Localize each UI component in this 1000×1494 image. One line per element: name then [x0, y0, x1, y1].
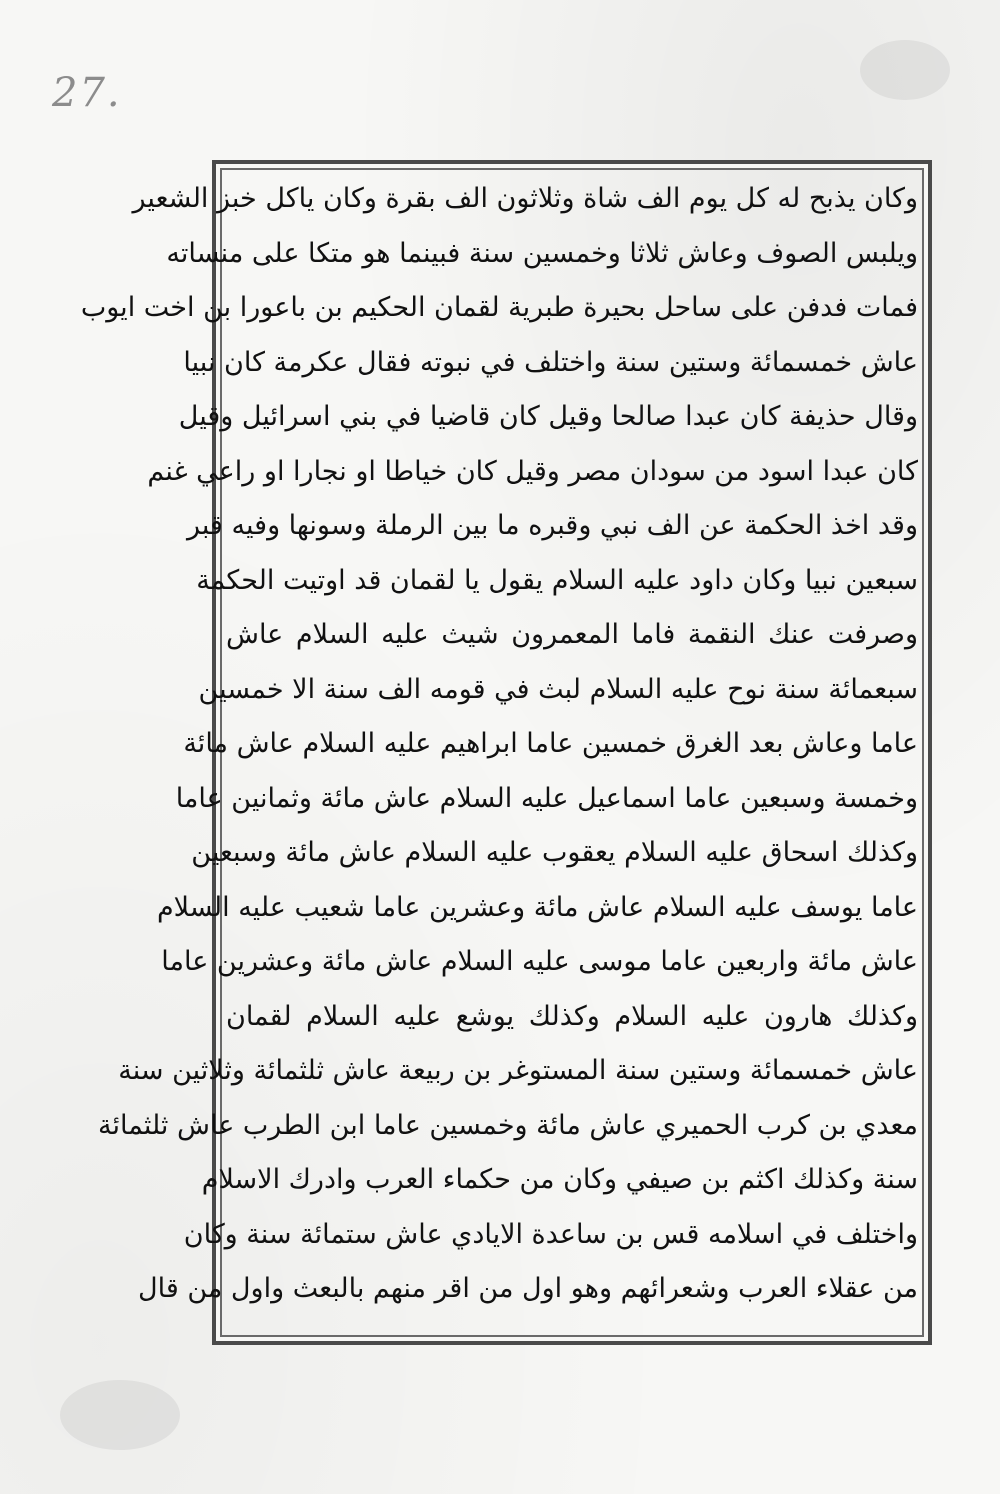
- text-line: من عقلاء العرب وشعرائهم وهو اول من اقر منهم بالبعث واول من قال: [137, 1273, 918, 1304]
- paper-stain: [60, 1380, 180, 1450]
- text-line: سبعمائة سنة نوح عليه السلام لبث في قومه الف سنة الا خمسين: [198, 673, 918, 705]
- manuscript-text-block: [80, 172, 922, 1337]
- text-line: معدي بن كرب الحميري عاش مائة وخمسين عاما ابن الطرب عاش ثلثمائة: [98, 1109, 918, 1141]
- text-line: وكذلك هارون عليه السلام وكذلك يوشع عليه السلام لقمان: [226, 1000, 918, 1032]
- folio-number: 27.: [52, 70, 122, 116]
- text-line: وكذلك اسحاق عليه السلام يعقوب عليه السلام عاش مائة وسبعين: [191, 837, 918, 868]
- text-line: سبعين نبيا وكان داود عليه السلام يقول يا لقمان قد اوتيت الحكمة: [196, 564, 918, 596]
- paper-stain: [860, 40, 950, 100]
- text-line: وخمسة وسبعين عاما اسماعيل عليه السلام عاش مائة وثمانين عاما: [175, 782, 918, 814]
- text-line: عاش خمسمائة وستين سنة واختلف في نبوته فقال عكرمة كان نبيا: [183, 346, 918, 378]
- text-line: عاما وعاش بعد الغرق خمسين عاما ابراهيم عليه السلام عاش مائة: [183, 728, 918, 759]
- text-line: عاش خمسمائة وستين سنة المستوغر بن ربيعة عاش ثلثمائة وثلاثين سنة: [118, 1055, 918, 1086]
- text-line: وكان يذبح له كل يوم الف شاة وثلاثون الف بقرة وكان ياكل خبز الشعير: [132, 183, 918, 214]
- text-line: وقال حذيفة كان عبدا صالحا وقيل كان قاضيا في بني اسرائيل وقيل: [178, 401, 918, 432]
- text-line: واختلف في اسلامه قس بن ساعدة الايادي عاش ستمائة سنة وكان: [183, 1218, 918, 1250]
- text-line: وصرفت عنك النقمة فاما المعمرون شيث عليه السلام عاش: [226, 619, 918, 650]
- text-line: ويلبس الصوف وعاش ثلاثا وخمسين سنة فبينما هو متكا على منساته: [166, 237, 918, 269]
- text-line: وقد اخذ الحكمة عن الف نبي وقبره ما بين الرملة وسونها وفيه قبر: [187, 510, 918, 541]
- text-line: سنة وكذلك اكثم بن صيفي وكان من حكماء العرب وادرك الاسلام: [201, 1164, 918, 1195]
- text-line: فمات فدفن على ساحل بحيرة طبرية لقمان الحكيم بن باعورا بن اخت ايوب: [80, 292, 918, 323]
- text-line: عاش مائة واربعين عاما موسى عليه السلام عاش مائة وعشرين عاما: [161, 946, 918, 977]
- text-line: كان عبدا اسود من سودان مصر وقيل كان خياطا او نجارا او راعي غنم: [147, 455, 918, 487]
- text-line: عاما يوسف عليه السلام عاش مائة وعشرين عاما شعيب عليه السلام: [156, 891, 918, 923]
